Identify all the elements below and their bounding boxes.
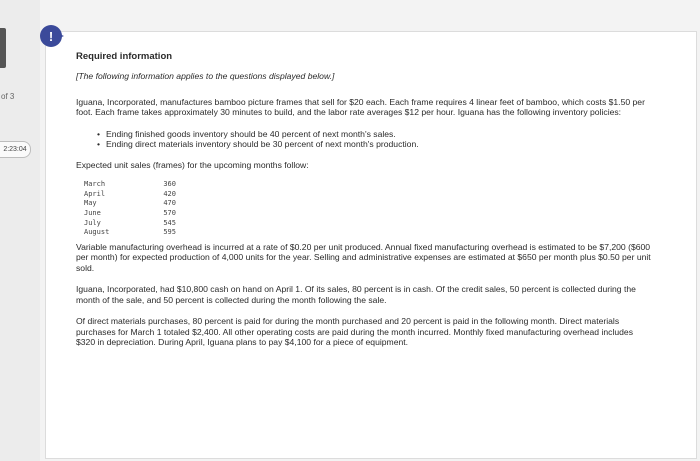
purchases-paragraph: Of direct materials purchases, 80 percent is paid for during the month purchased and 20 percent is paid in the following month. Direct materials purchases for March 1 totaled $2,400. All other operating costs are paid during the month incurred. Monthly fixed manufacturing overhead includes $320 in depreciation. During April, Iguana plans to pay $4,100 for a piece of equipment.	[76, 316, 634, 347]
units-cell: 470	[163, 199, 176, 208]
sales-table	[84, 180, 176, 238]
panel-title: Required information	[76, 51, 173, 62]
timer-badge: 2:23:04	[0, 141, 31, 158]
info-glyph: !	[48, 28, 54, 44]
month-cell: July	[84, 218, 101, 227]
intro-paragraph: Iguana, Incorporated, manufactures bamboo picture frames that sell for $20 each. Each frame requires 4 linear feet of bamboo, which costs $1.50 per foot. Each frame takes approximately 30 minutes to build, and the labor rate averages $12 per hour. Iguana has the following inventory policies:	[76, 96, 645, 118]
table-row	[84, 228, 176, 238]
units-cell: 360	[163, 179, 176, 188]
table-row	[84, 209, 176, 219]
policy-item: • Ending direct materials inventory should be 30 percent of next month's production.	[106, 139, 651, 149]
left-sidebar	[0, 0, 40, 461]
table-row	[84, 219, 176, 229]
sales-heading: Expected unit sales (frames) for the upcoming months follow:	[76, 160, 309, 171]
overhead-paragraph: Variable manufacturing overhead is incurred at a rate of $0.20 per unit produced. Annual fixed manufacturing overhead is estimated to be $7,200 ($600 per month) for expected production of 4,000 units for the year. Selling and administrative expenses are estimated at $650 per month plus $0.50 per unit sold.	[76, 242, 651, 273]
month-cell: June	[84, 208, 101, 217]
policy-item: • Ending finished goods inventory should be 40 percent of next month's sales.	[106, 129, 651, 139]
month-cell: April	[84, 189, 106, 198]
page-indicator: of 3	[1, 92, 15, 101]
info-content	[76, 52, 651, 358]
units-cell: 595	[163, 228, 176, 237]
sidebar-tab-handle[interactable]	[0, 28, 6, 68]
info-icon	[40, 25, 62, 47]
units-cell: 545	[163, 218, 176, 227]
table-row	[84, 199, 176, 209]
cash-paragraph: Iguana, Incorporated, had $10,800 cash on hand on April 1. Of its sales, 80 percent is in cash. Of the credit sales, 50 percent is collected during the month of the sale, and 50 percent is collected during the month following the sale.	[76, 284, 636, 305]
month-cell: March	[84, 179, 106, 188]
table-row	[84, 180, 176, 190]
table-row	[84, 190, 176, 200]
panel-note: [The following information applies to the questions displayed below.]	[76, 71, 335, 82]
month-cell: May	[84, 199, 97, 208]
policy-list	[76, 129, 651, 150]
month-cell: August	[84, 228, 110, 237]
units-cell: 420	[163, 189, 176, 198]
units-cell: 570	[163, 208, 176, 217]
